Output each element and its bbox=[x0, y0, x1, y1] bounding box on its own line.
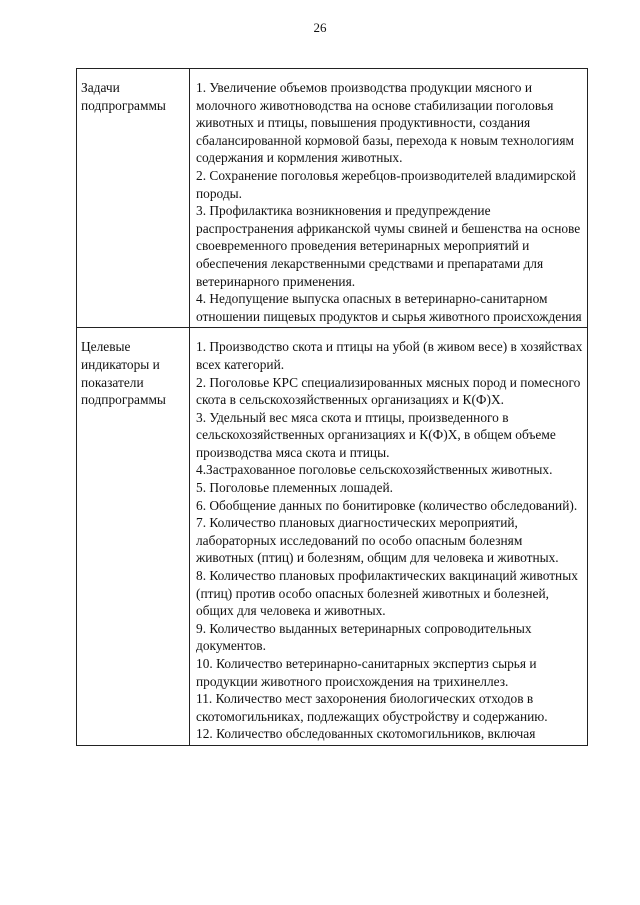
list-item: 7. Количество плановых диагностических мероприятий, лабораторных исследований по особо опасным болезням животных (птиц) и болезням, общим для человека и животных. bbox=[196, 515, 559, 566]
row-content-indicators bbox=[190, 328, 588, 746]
list-item: 12. Количество обследованных скотомогильников, включая bbox=[196, 726, 536, 742]
list-item: 2. Поголовье КРС специализированных мясных пород и помесного скота в сельскохозяйственных организациях и К(Ф)Х. bbox=[196, 374, 581, 408]
list-item: 6. Обобщение данных по бонитировке (количество обследований). bbox=[196, 497, 578, 513]
list-item: 3. Удельный вес мяса скота и птицы, произведенного в сельскохозяйственных организациях и К(Ф)Х, в общем объеме производства мяса скота и птицы. bbox=[196, 409, 556, 460]
row-content-goals bbox=[190, 69, 588, 328]
list-item: 11. Количество мест захоронения биологических отходов в скотомогильниках, подлежащих обустройству и содержанию. bbox=[196, 691, 548, 724]
list-item: 10. Количество ветеринарно-санитарных экспертиз сырья и продукции животного происхождения на трихинеллез. bbox=[196, 656, 537, 689]
list-item: 2. Сохранение поголовья жеребцов-производителей владимирской породы. bbox=[196, 167, 576, 201]
list-item: 8. Количество плановых профилактических вакцинаций животных (птиц) против особо опасных болезней животных и болезней, общих для человека и животных. bbox=[196, 568, 578, 619]
list-item: 9. Количество выданных ветеринарных сопроводительных документов. bbox=[196, 620, 532, 654]
list-item: 4.Застрахованное поголовье сельскохозяйственных животных. bbox=[196, 462, 553, 478]
table-row-goals bbox=[77, 69, 588, 328]
list-item: 3. Профилактика возникновения и предупреждение распространения африканской чумы свиней и бешенства на основе своевременного проведения ветеринарных мероприятий и обеспечения лекарственными средствами и препаратами для ветеринарного применения. bbox=[196, 203, 581, 289]
subprogram-table bbox=[76, 68, 588, 746]
list-item: 1. Увеличение объемов производства продукции мясного и молочного животноводства на основе стабилизации поголовья животных и птицы, повышения продуктивности, создания сбалансированной кормовой базы, перехода к новым технологиям содержания и кормления животных. bbox=[196, 80, 574, 166]
page-number: 26 bbox=[313, 20, 327, 35]
row-label-indicators: Целевые индикаторы и показатели подпрограммы bbox=[77, 328, 190, 746]
table-row-indicators bbox=[77, 328, 588, 746]
list-item: 1. Производство скота и птицы на убой (в живом весе) в хозяйствах всех категорий. bbox=[196, 339, 583, 372]
list-item: 5. Поголовье племенных лошадей. bbox=[196, 480, 394, 496]
row-label-goals: Задачи подпрограммы bbox=[77, 69, 190, 328]
list-item: 4. Недопущение выпуска опасных в ветеринарно-санитарном отношении пищевых продуктов и сырья животного происхождения bbox=[196, 291, 582, 324]
